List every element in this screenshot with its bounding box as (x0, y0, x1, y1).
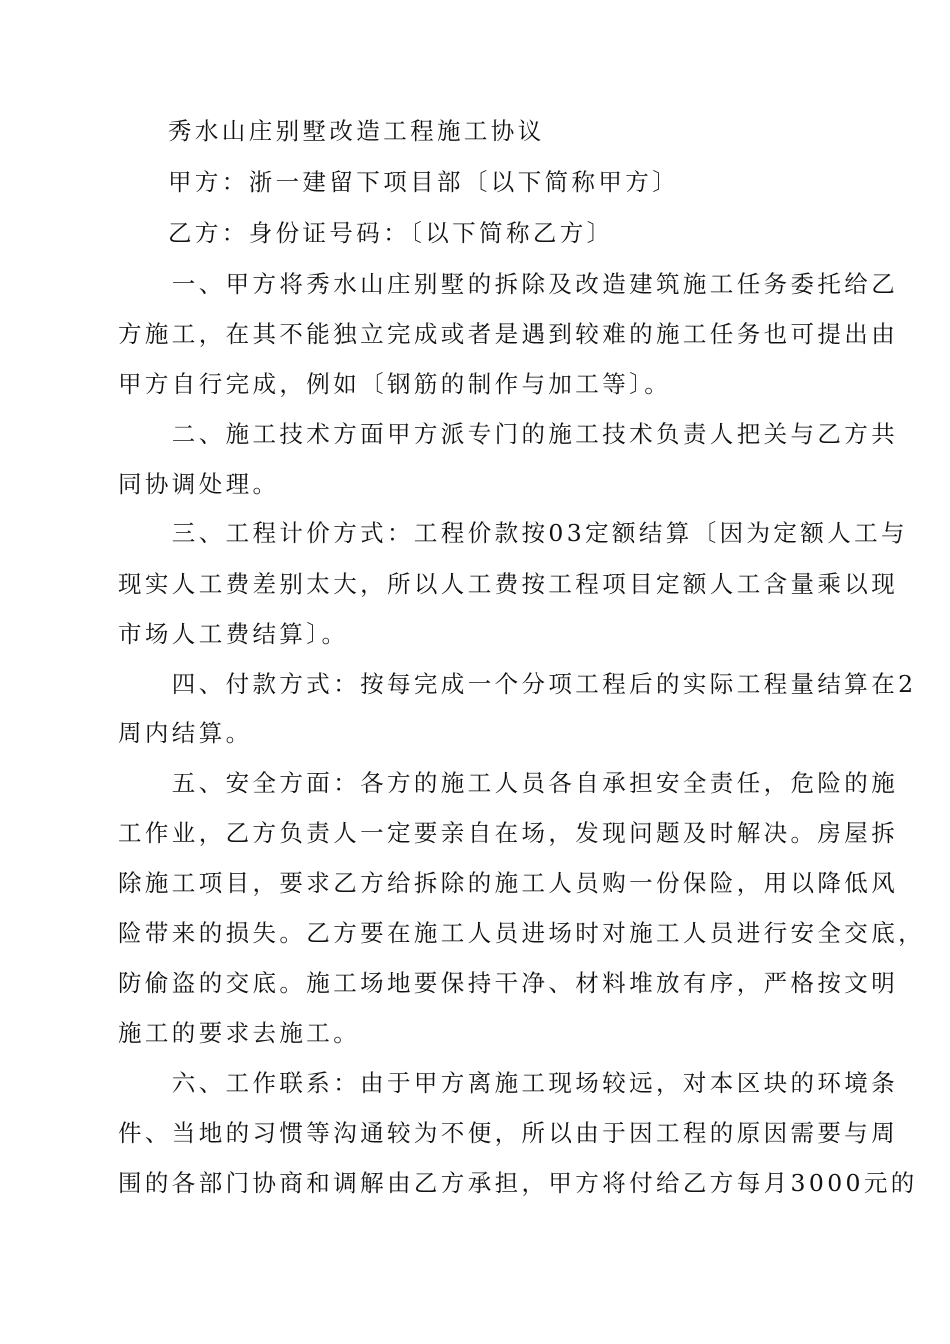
clause-line: 五、安全方面：各方的施工人员各自承担安全责任，危险的施 (118, 769, 899, 797)
clause-line: 市场人工费结算〕。 (118, 620, 349, 648)
clause-line: 二、施工技术方面甲方派专门的施工技术负责人把关与乙方共 (118, 420, 899, 448)
clause-line: 同协调处理。 (118, 470, 280, 498)
clause-line: 甲方自行完成，例如〔钢筋的制作与加工等〕。 (118, 370, 672, 398)
clause-line: 件、当地的习惯等沟通较为不便，所以由于因工程的原因需要与周 (118, 1119, 899, 1147)
clause-line: 险带来的损失。乙方要在施工人员进场时对施工人员进行安全交底， (118, 919, 925, 947)
clause-line: 防偷盗的交底。施工场地要保持干净、材料堆放有序，严格按文明 (118, 969, 899, 997)
clause-line: 方施工，在其不能独立完成或者是遇到较难的施工任务也可提出由 (118, 320, 899, 348)
clause-line: 三、工程计价方式：工程价款按03定额结算〔因为定额人工与 (118, 519, 908, 547)
clause-line: 除施工项目，要求乙方给拆除的施工人员购一份保险，用以降低风 (118, 869, 899, 897)
clause-line: 四、付款方式：按每完成一个分项工程后的实际工程量结算在2 (118, 670, 917, 698)
clause-line: 六、工作联系：由于甲方离施工现场较远，对本区块的环境条 (118, 1069, 899, 1097)
clause-line: 施工的要求去施工。 (118, 1019, 361, 1047)
clause-line: 工作业，乙方负责人一定要亲自在场，发现问题及时解决。房屋拆 (118, 819, 899, 847)
clause-line: 围的各部门协商和调解由乙方承担，甲方将付给乙方每月3000元的 (118, 1169, 918, 1197)
party-b-line: 乙方：身份证号码：〔以下简称乙方〕 (168, 219, 614, 247)
document-title: 秀水山庄别墅改造工程施工协议 (168, 117, 545, 145)
clause-line: 现实人工费差别太大，所以人工费按工程项目定额人工含量乘以现 (118, 570, 899, 598)
clause-line: 周内结算。 (118, 719, 253, 747)
clause-line: 一、甲方将秀水山庄别墅的拆除及改造建筑施工任务委托给乙 (118, 270, 899, 298)
party-a-line: 甲方：浙一建留下项目部〔以下简称甲方〕 (168, 168, 680, 196)
